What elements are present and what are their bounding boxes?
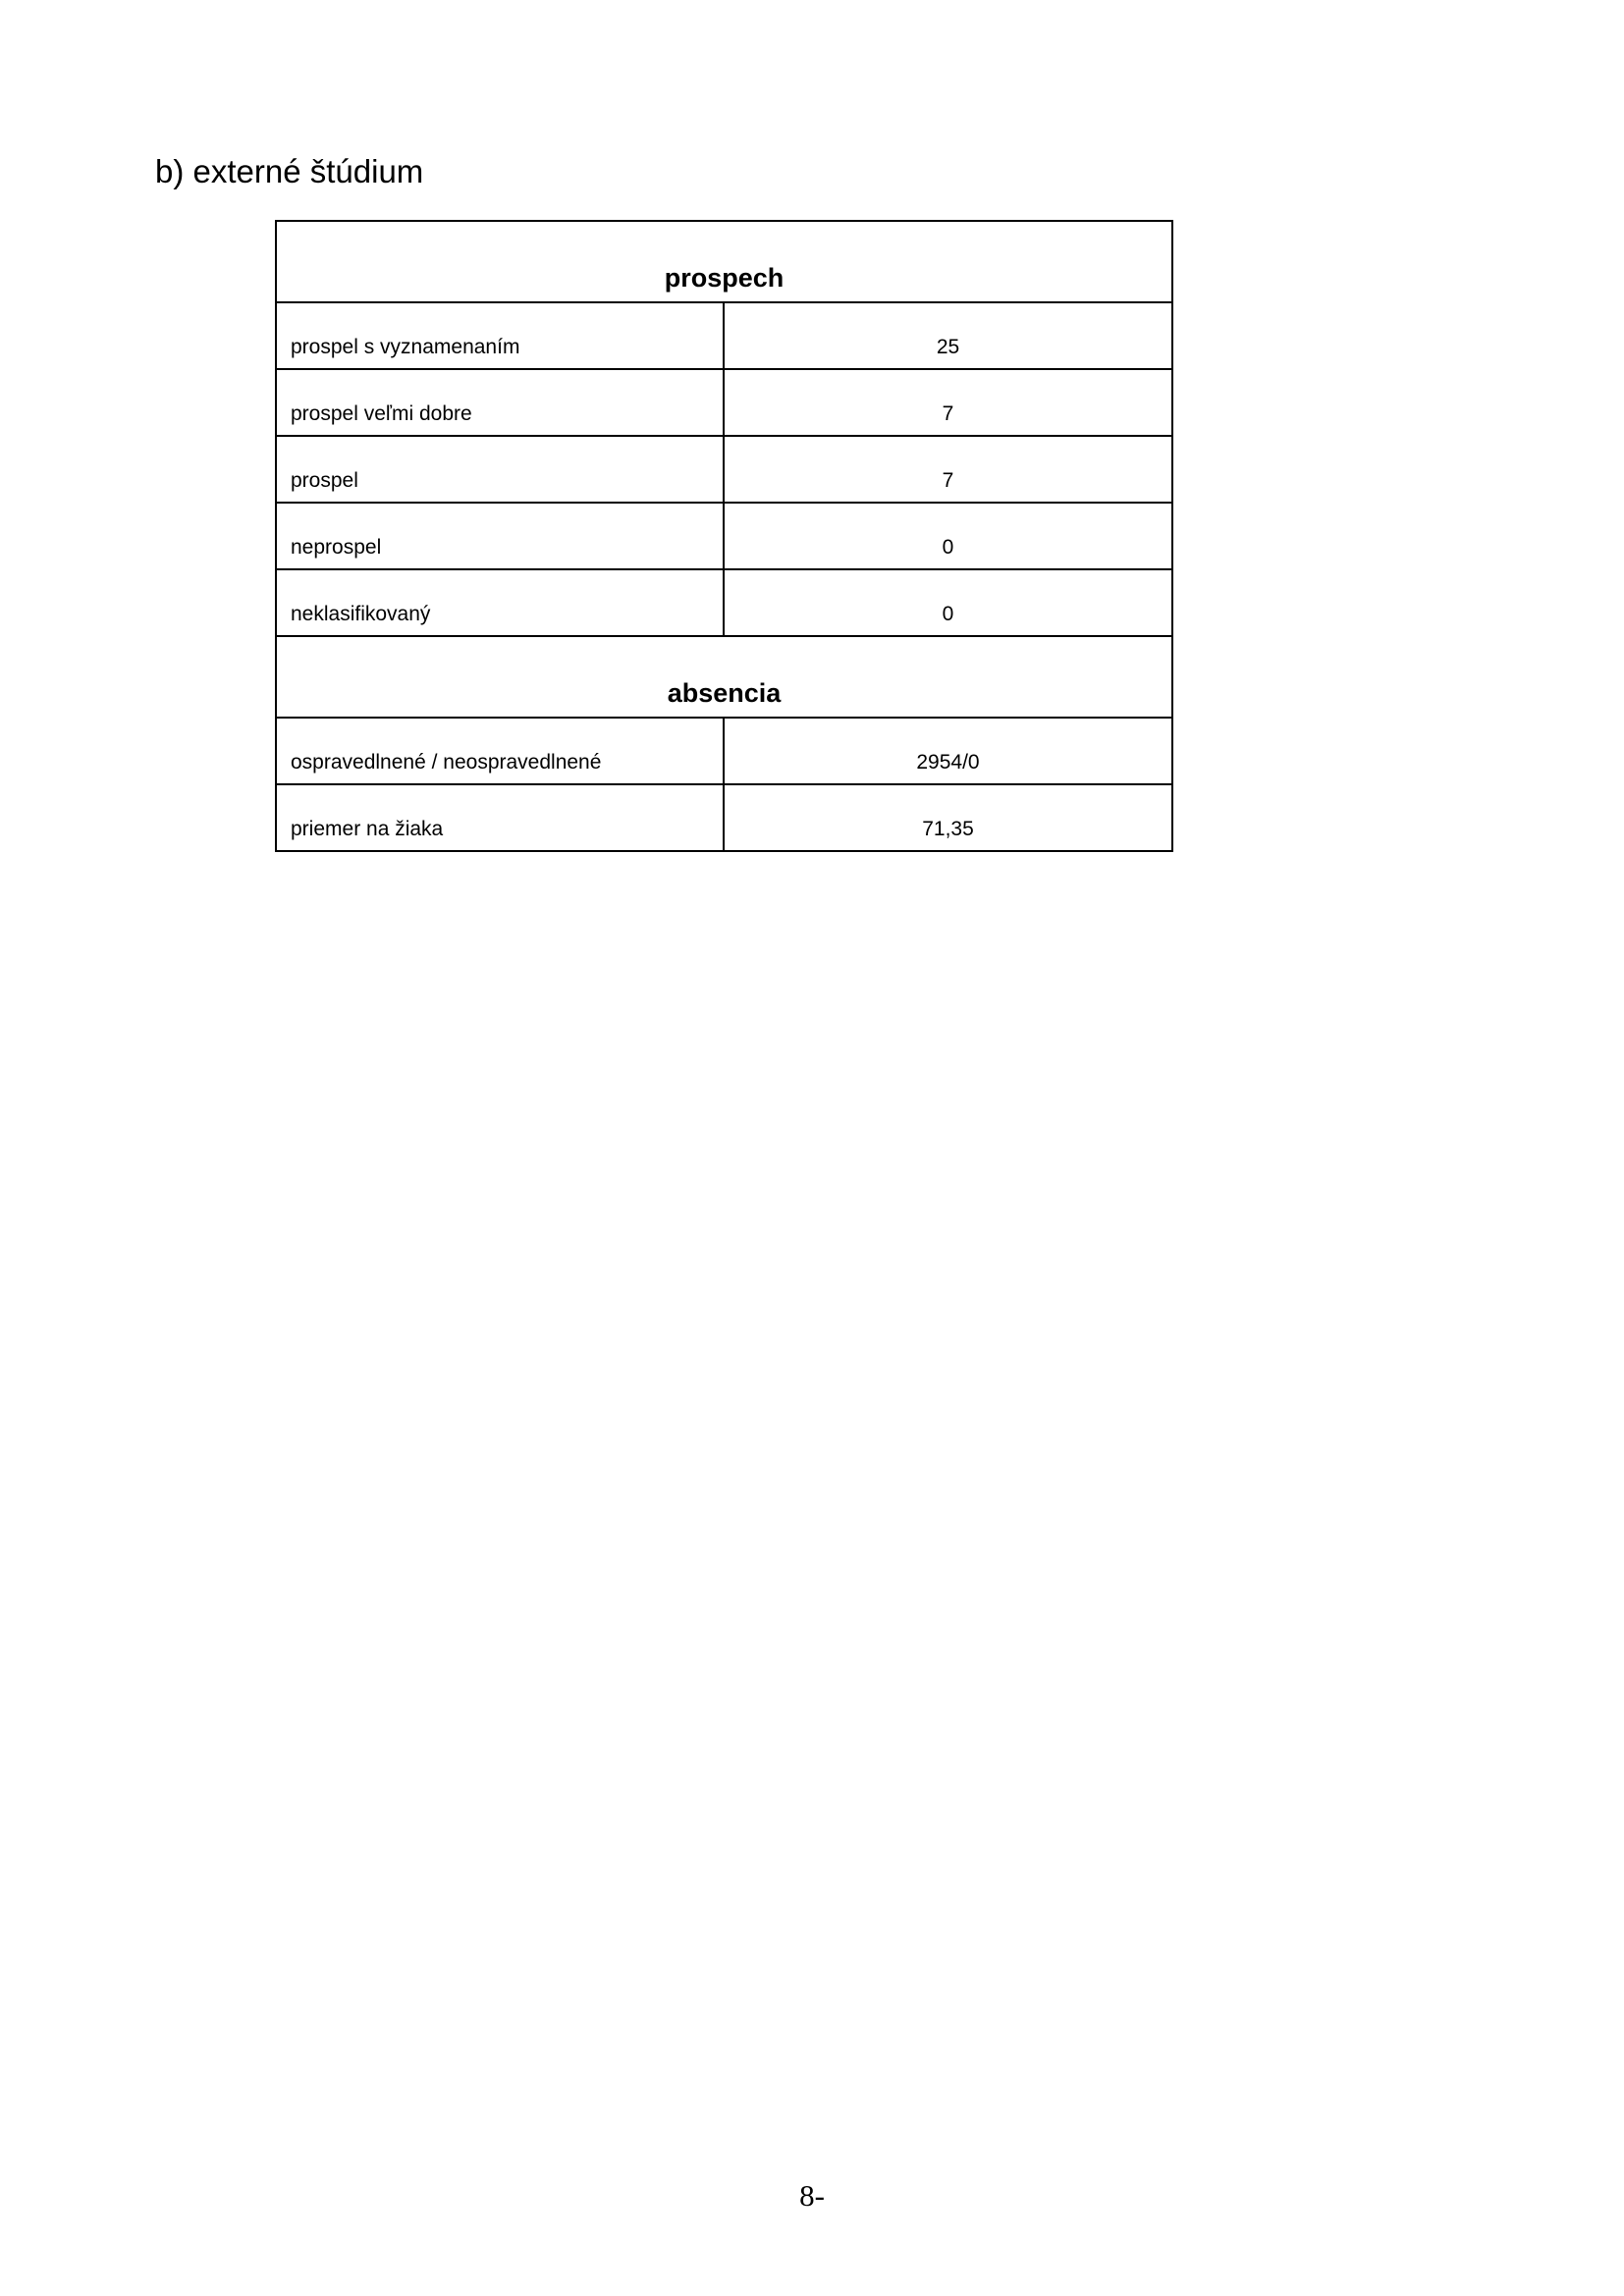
- results-table: [275, 220, 1173, 852]
- table-row: [276, 569, 1172, 636]
- row-label: prospel: [276, 436, 724, 503]
- row-label: neprospel: [276, 503, 724, 569]
- row-label: priemer na žiaka: [276, 784, 724, 851]
- group-title-prospech: prospech: [276, 221, 1172, 302]
- group-header-row: [276, 636, 1172, 718]
- row-value: 25: [724, 302, 1172, 369]
- row-value: 7: [724, 369, 1172, 436]
- table-row: [276, 718, 1172, 784]
- table-row: [276, 503, 1172, 569]
- table-row: [276, 436, 1172, 503]
- row-label: prospel s vyznamenaním: [276, 302, 724, 369]
- row-value: 2954/0: [724, 718, 1172, 784]
- row-label: ospravedlnené / neospravedlnené: [276, 718, 724, 784]
- table-row: [276, 369, 1172, 436]
- section-heading: b) externé štúdium: [155, 153, 424, 189]
- group-header-row: [276, 221, 1172, 302]
- row-value: 0: [724, 503, 1172, 569]
- group-title-absencia: absencia: [276, 636, 1172, 718]
- table-row: [276, 784, 1172, 851]
- row-label: neklasifikovaný: [276, 569, 724, 636]
- row-value: 0: [724, 569, 1172, 636]
- row-label: prospel veľmi dobre: [276, 369, 724, 436]
- row-value: 7: [724, 436, 1172, 503]
- row-value: 71,35: [724, 784, 1172, 851]
- page-number: 8-: [799, 2178, 825, 2213]
- table-row: [276, 302, 1172, 369]
